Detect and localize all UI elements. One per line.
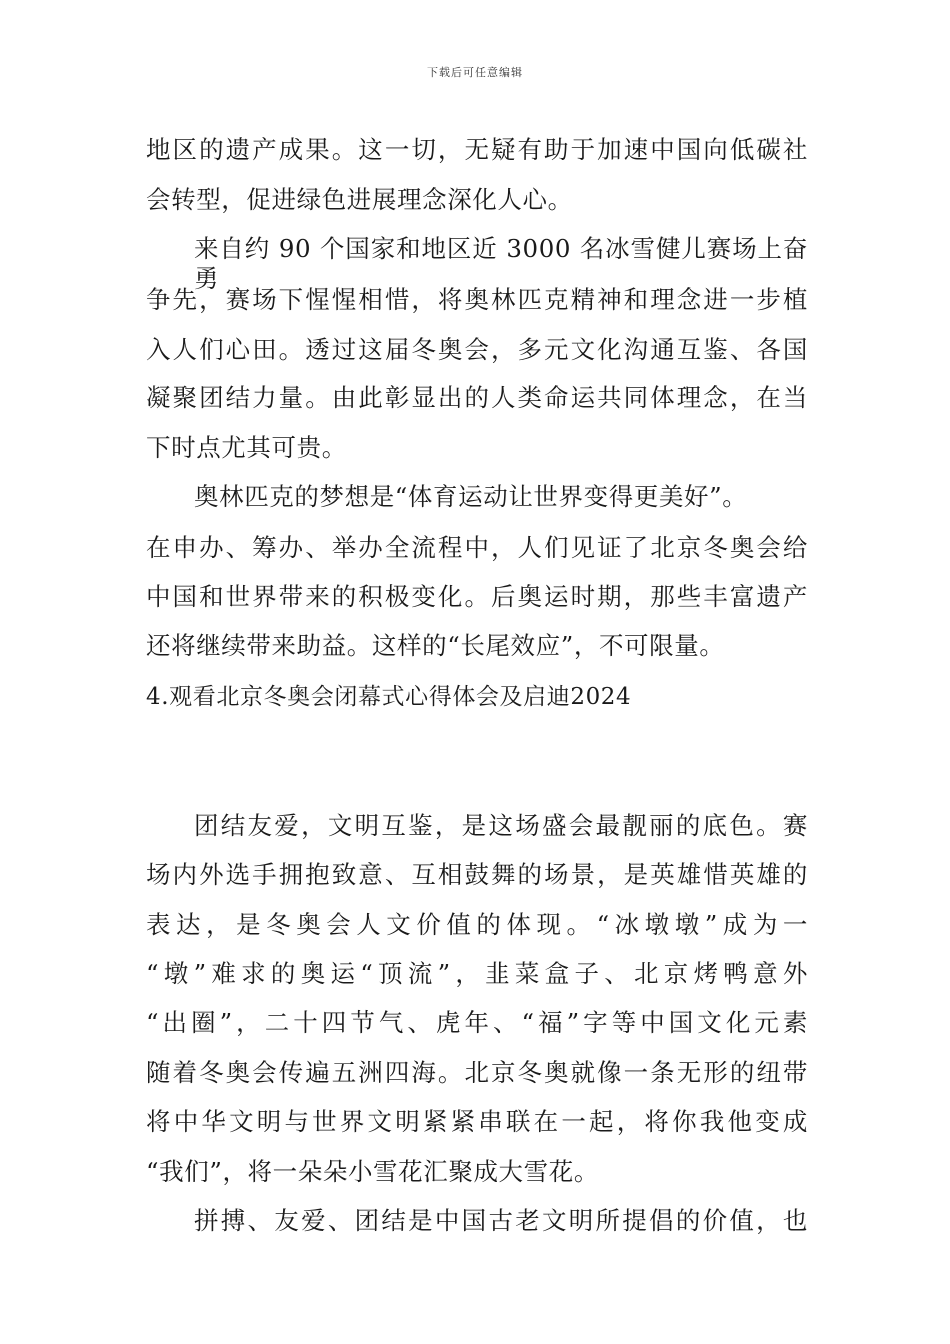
body-line: “墩”难求的奥运“顶流”，韭菜盒子、北京烤鸭意外 (146, 959, 808, 988)
body-line: 还将继续带来助益。这样的“长尾效应”，不可限量。 (146, 631, 725, 660)
body-line: 奥林匹克的梦想是“体育运动让世界变得更美好”。 (194, 482, 748, 511)
body-line: 入人们心田。透过这届冬奥会，多元文化沟通互鉴、各国 (146, 335, 808, 364)
body-line: 地区的遗产成果。这一切，无疑有助于加速中国向低碳社 (146, 135, 808, 164)
body-line: “出圈”，二十四节气、虎年、“福”字等中国文化元素 (146, 1008, 808, 1037)
body-line: 会转型，促进绿色进展理念深化人心。 (146, 185, 573, 214)
body-line: 凝聚团结力量。由此彰显出的人类命运共同体理念，在当 (146, 383, 808, 412)
body-line: “我们”，将一朵朵小雪花汇聚成大雪花。 (146, 1157, 599, 1186)
body-line: 在申办、筹办、举办全流程中，人们见证了北京冬奥会给 (146, 533, 808, 562)
section-heading: 4.观看北京冬奥会闭幕式心得体会及启迪2024 (146, 684, 632, 710)
body-line: 团结友爱，文明互鉴，是这场盛会最靓丽的底色。赛 (194, 811, 808, 840)
body-line: 场内外选手拥抱致意、互相鼓舞的场景，是英雄惜英雄的 (146, 860, 808, 889)
body-line: 表达，是冬奥会人文价值的体现。“冰墩墩”成为一 (146, 910, 808, 939)
body-line: 来自约 90 个国家和地区近 3000 名冰雪健儿赛场上奋勇 (194, 234, 808, 293)
body-line: 将中华文明与世界文明紧紧串联在一起，将你我他变成 (146, 1107, 808, 1136)
body-line: 拼搏、友爱、团结是中国古老文明所提倡的价值，也 (194, 1206, 808, 1235)
header-note: 下载后可任意编辑 (427, 66, 523, 79)
body-line: 下时点尤其可贵。 (146, 433, 347, 462)
body-line: 中国和世界带来的积极变化。后奥运时期，那些丰富遗产 (146, 582, 808, 611)
body-line: 争先，赛场下惺惺相惜，将奥林匹克精神和理念进一步植 (146, 285, 808, 314)
body-line: 随着冬奥会传遍五洲四海。北京冬奥就像一条无形的纽带 (146, 1058, 808, 1087)
